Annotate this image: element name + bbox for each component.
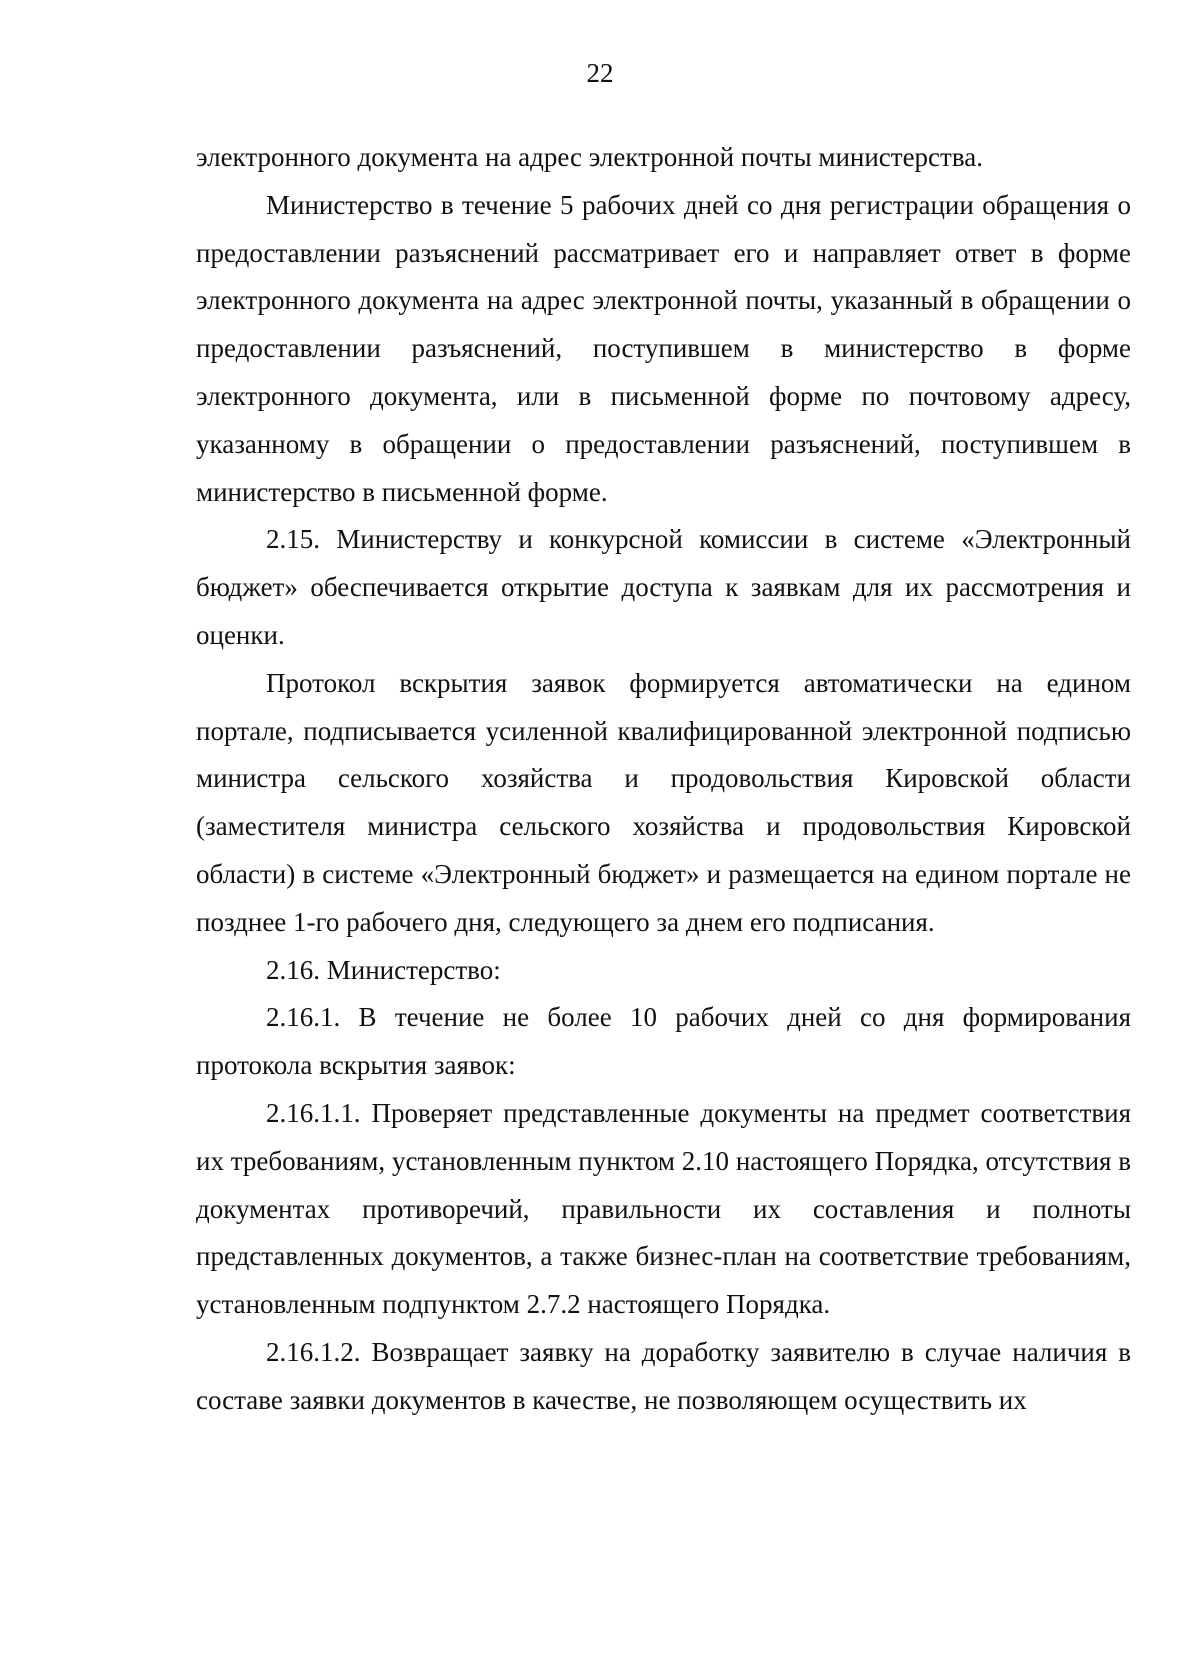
paragraph-opening-protocol: Протокол вскрытия заявок формируется автоматически на едином портале, подписывается усиленной квалифицированной электронной подписью министра сельского хозяйства и продовольствия Кировской области (заместителя министра сельского хозяйства и продовольствия Кировской области) в системе «Электронный бюджет» и размещается на едином портале не позднее 1-го рабочего дня, следующего за днем его подписания.: [196, 667, 1131, 937]
paragraph-continuation: электронного документа на адрес электронной почты министерства.: [196, 142, 983, 172]
paragraph-2-16-1: 2.16.1. В течение не более 10 рабочих дней со дня формирования протокола вскрытия заявок:: [196, 1002, 1131, 1081]
page-number: 22: [586, 58, 614, 88]
paragraph-2-16-1-1: 2.16.1.1. Проверяет представленные документы на предмет соответствия их требованиям, установленным пунктом 2.10 настоящего Порядка, отсутствия в документах противоречий, правильности их составления и полноты представленных документов, а также бизнес-план на соответствие требованиям, установленным подпунктом 2.7.2 настоящего Порядка.: [196, 1097, 1131, 1320]
paragraph-2-15: 2.15. Министерству и конкурсной комиссии в системе «Электронный бюджет» обеспечивается открытие доступа к заявкам для их рассмотрения и оценки.: [196, 524, 1131, 650]
paragraph-2-16: 2.16. Министерство:: [266, 954, 501, 985]
paragraph-2-16-1-2: 2.16.1.2. Возвращает заявку на доработку заявителю в случае наличия в составе заявки документов в качестве, не позволяющем осуществить их: [196, 1336, 1131, 1415]
document-body: [196, 134, 1131, 1425]
paragraph-clarification-response: Министерство в течение 5 рабочих дней со дня регистрации обращения о предоставлении разъяснений рассматривает его и направляет ответ в форме электронного документа на адрес электронной почты, указанный в обращении о предоставлении разъяснений, поступившем в министерство в форме электронного документа, или в письменной форме по почтовому адресу, указанному в обращении о предоставлении разъяснений, поступившем в министерство в письменной форме.: [196, 189, 1131, 507]
